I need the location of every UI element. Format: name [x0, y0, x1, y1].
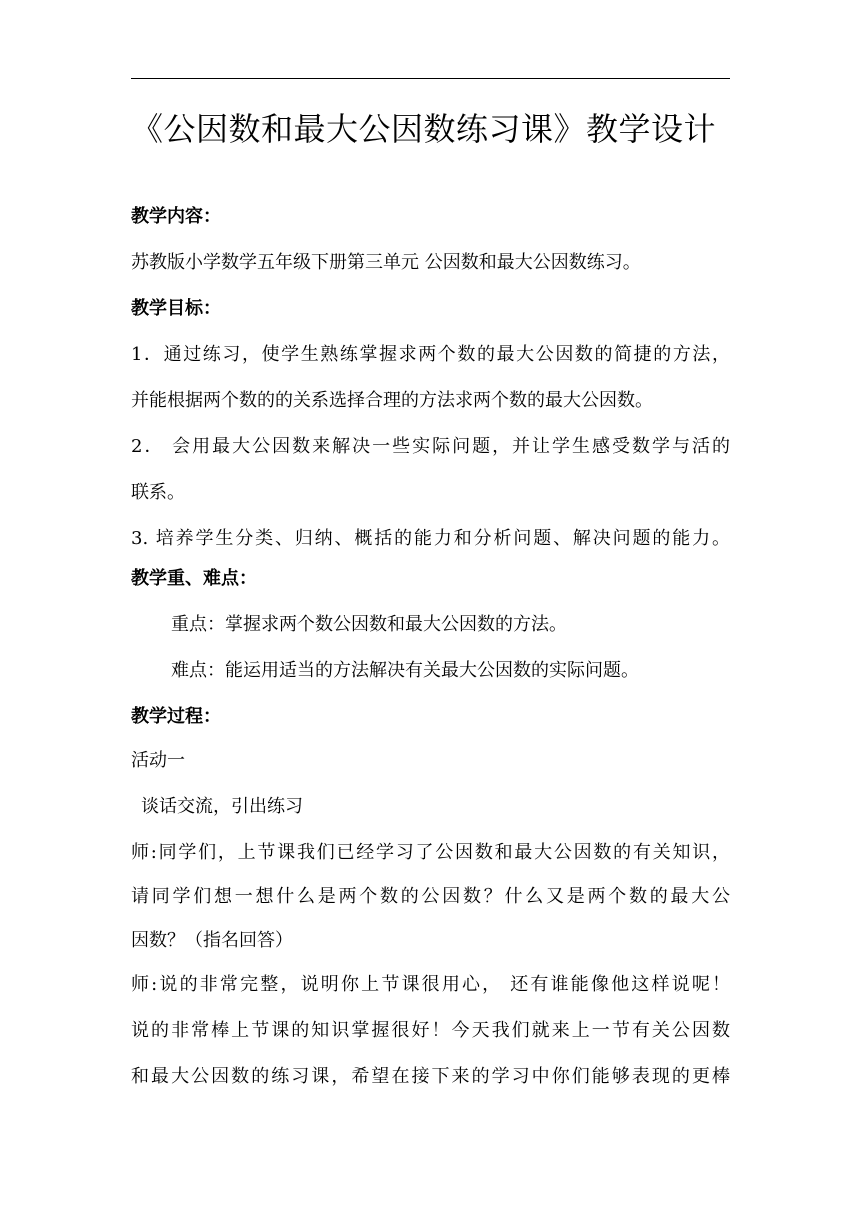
paragraph-line: 因数？（指名回答）	[131, 930, 293, 951]
paragraph-line: 2． 会用最大公因数来解决一些实际问题，并让学生感受数学与活的	[131, 436, 730, 457]
heading-key-points: 教学重、难点：	[131, 568, 257, 589]
heading-teaching-content: 教学内容：	[131, 206, 221, 227]
paragraph-line: 活动一	[131, 750, 185, 771]
paragraph-line: 谈话交流，引出练习	[141, 796, 303, 817]
paragraph-line: 3. 培养学生分类、归纳、概括的能力和分析问题、解决问题的能力。	[131, 528, 730, 549]
heading-teaching-process: 教学过程：	[131, 706, 221, 727]
paragraph-line: 1．通过练习，使学生熟练掌握求两个数的最大公因数的简捷的方法，	[131, 344, 730, 365]
paragraph-line: 请同学们想一想什么是两个数的公因数？什么又是两个数的最大公	[131, 886, 730, 907]
paragraph-line: 难点：能运用适当的方法解决有关最大公因数的实际问题。	[171, 660, 639, 681]
paragraph-line: 联系。	[131, 482, 185, 503]
paragraph-line: 和最大公因数的练习课，希望在接下来的学习中你们能够表现的更棒	[131, 1066, 730, 1087]
paragraph-line: 说的非常棒上节课的知识掌握很好！今天我们就来上一节有关公因数	[131, 1020, 730, 1041]
paragraph-line: 师:同学们，上节课我们已经学习了公因数和最大公因数的有关知识，	[131, 842, 730, 863]
paragraph-line: 并能根据两个数的的关系选择合理的方法求两个数的最大公因数。	[131, 390, 653, 411]
paragraph-line: 师:说的非常完整，说明你上节课很用心， 还有谁能像他这样说呢！	[131, 974, 730, 995]
document-title: 《公因数和最大公因数练习课》教学设计	[131, 110, 717, 148]
heading-teaching-goals: 教学目标：	[131, 298, 221, 319]
header-rule	[131, 78, 730, 79]
paragraph-line: 苏教版小学数学五年级下册第三单元 公因数和最大公因数练习。	[131, 252, 641, 273]
paragraph-line: 重点：掌握求两个数公因数和最大公因数的方法。	[171, 614, 567, 635]
